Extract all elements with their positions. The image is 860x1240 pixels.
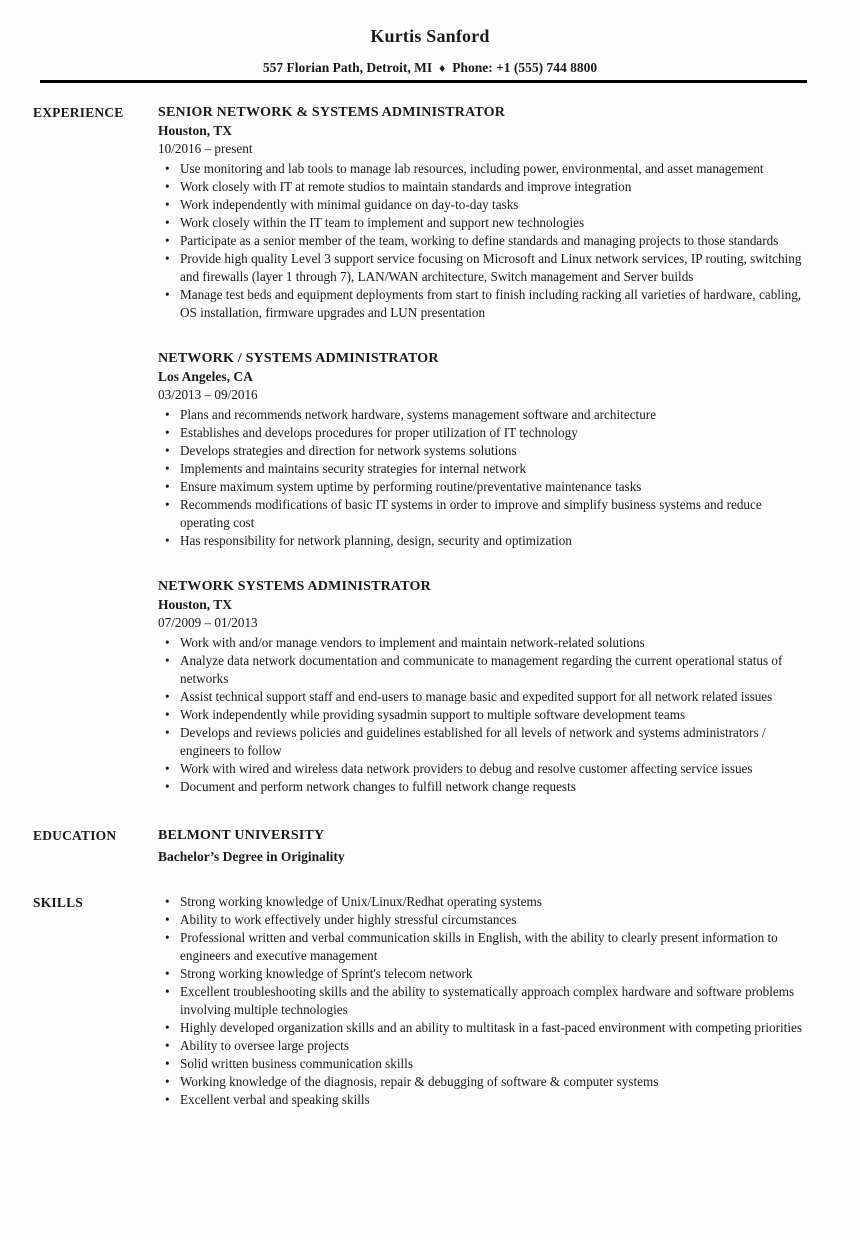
skill-item: • Working knowledge of the diagnosis, repair & debugging of software & computer systems	[158, 1073, 812, 1091]
bullet-item: • Work independently while providing sysadmin support to multiple software development teams	[158, 706, 812, 724]
section-label-education: EDUCATION	[33, 828, 117, 843]
contact-address: 557 Florian Path, Detroit, MI	[262, 60, 433, 75]
section-label-experience: EXPERIENCE	[33, 105, 124, 120]
section-skills	[0, 893, 860, 1109]
bullet-item: • Work with wired and wireless data network providers to debug and resolve customer affecting service issues	[158, 760, 812, 778]
bullet-item: • Analyze data network documentation and communicate to management regarding the current operational status of networks	[158, 652, 812, 688]
skill-item: • Ability to work effectively under highly stressful circumstances	[158, 911, 812, 929]
job-dates: 07/2009 – 01/2013	[158, 615, 258, 630]
skill-item: • Excellent troubleshooting skills and the ability to systematically approach complex hardware and software problems involving multiple technologies	[158, 983, 812, 1019]
bullet-item: • Work closely within the IT team to implement and support new technologies	[158, 214, 812, 232]
bullet-item: • Develops and reviews policies and guidelines established for all levels of network and systems administrators / engineers to follow	[158, 724, 812, 760]
job-entry-3	[158, 577, 812, 796]
job-bullet-list	[158, 160, 812, 322]
education-content	[158, 826, 812, 866]
job-title: NETWORK SYSTEMS ADMINISTRATOR	[158, 579, 431, 594]
person-name: Kurtis Sanford	[370, 26, 490, 46]
skill-item: • Strong working knowledge of Unix/Linux/Redhat operating systems	[158, 893, 812, 911]
bullet-item: • Participate as a senior member of the team, working to define standards and managing projects to those standards	[158, 232, 812, 250]
bullet-item: • Use monitoring and lab tools to manage lab resources, including power, environmental, and asset management	[158, 160, 812, 178]
bullet-item: • Assist technical support staff and end-users to manage basic and expedited support for all network related issues	[158, 688, 812, 706]
diamond-separator-icon: ♦	[439, 61, 446, 75]
skills-content	[158, 893, 812, 1109]
bullet-item: • Work closely with IT at remote studios to maintain standards and improve integration	[158, 178, 812, 196]
job-bullet-list	[158, 406, 812, 550]
contact-line	[0, 60, 860, 76]
bullet-item: • Work independently with minimal guidance on day-to-day tasks	[158, 196, 812, 214]
header-divider	[40, 80, 807, 83]
section-experience	[0, 103, 860, 796]
section-education	[0, 826, 860, 866]
bullet-item: • Document and perform network changes to fulfill network change requests	[158, 778, 812, 796]
bullet-item: • Ensure maximum system uptime by performing routine/preventative maintenance tasks	[158, 478, 812, 496]
skill-item: • Ability to oversee large projects	[158, 1037, 812, 1055]
job-title: NETWORK / SYSTEMS ADMINISTRATOR	[158, 351, 439, 366]
bullet-item: • Recommends modifications of basic IT systems in order to improve and simplify business systems and reduce operating cost	[158, 496, 812, 532]
skill-item: • Excellent verbal and speaking skills	[158, 1091, 812, 1109]
job-location: Houston, TX	[158, 123, 233, 138]
section-label-skills: SKILLS	[33, 895, 83, 910]
bullet-item: • Manage test beds and equipment deployments from start to finish including racking all varieties of hardware, cabling, OS installation, firmware upgrades and LUN presentation	[158, 286, 812, 322]
bullet-item: • Implements and maintains security strategies for internal network	[158, 460, 812, 478]
bullet-item: • Provide high quality Level 3 support service focusing on Microsoft and Linux network services, IP routing, switching and firewalls (layer 1 through 7), LAN/WAN architecture, Switch management and Server builds	[158, 250, 812, 286]
contact-phone: Phone: +1 (555) 744 8800	[452, 60, 598, 75]
job-entry-1	[158, 103, 812, 322]
skill-item: • Solid written business communication skills	[158, 1055, 812, 1073]
resume-header	[0, 26, 860, 83]
job-entry-2	[158, 349, 812, 550]
job-location: Houston, TX	[158, 597, 233, 612]
skills-bullet-list	[158, 893, 812, 1109]
bullet-item: • Establishes and develops procedures for proper utilization of IT technology	[158, 424, 812, 442]
bullet-item: • Has responsibility for network planning, design, security and optimization	[158, 532, 812, 550]
job-bullet-list	[158, 634, 812, 796]
bullet-item: • Work with and/or manage vendors to implement and maintain network-related solutions	[158, 634, 812, 652]
education-school: BELMONT UNIVERSITY	[158, 828, 325, 843]
experience-content	[158, 103, 812, 796]
skill-item: • Professional written and verbal communication skills in English, with the ability to clearly present information to engineers and executive management	[158, 929, 812, 965]
bullet-item: • Develops strategies and direction for network systems solutions	[158, 442, 812, 460]
skill-item: • Strong working knowledge of Sprint's telecom network	[158, 965, 812, 983]
job-title: SENIOR NETWORK & SYSTEMS ADMINISTRATOR	[158, 105, 506, 120]
job-dates: 10/2016 – present	[158, 141, 253, 156]
bullet-item: • Plans and recommends network hardware, systems management software and architecture	[158, 406, 812, 424]
job-location: Los Angeles, CA	[158, 369, 253, 384]
skill-item: • Highly developed organization skills and an ability to multitask in a fast-paced environment with competing priorities	[158, 1019, 812, 1037]
job-dates: 03/2013 – 09/2016	[158, 387, 258, 402]
education-degree: Bachelor’s Degree in Originality	[158, 849, 345, 864]
